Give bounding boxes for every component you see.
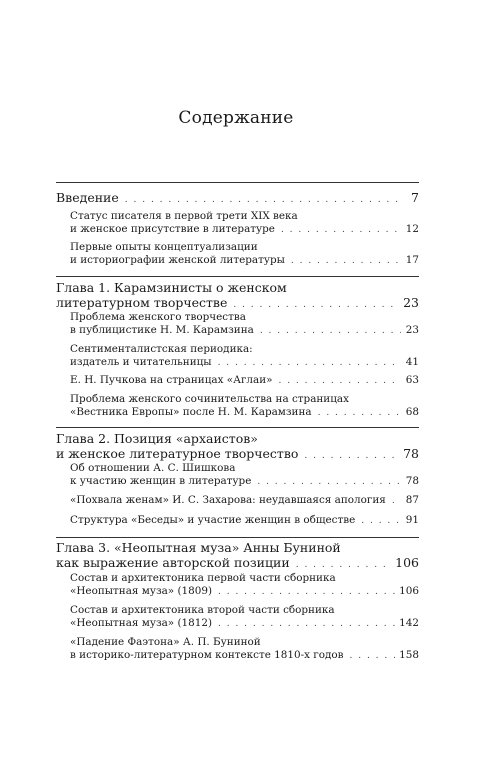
toc-page-number: 63 <box>405 374 419 386</box>
toc-entry-title: к участию женщин в литературе <box>70 475 252 487</box>
toc-page-number: 78 <box>405 475 419 487</box>
dot-leader <box>296 558 391 573</box>
toc-entry-title: Проблема женского творчества <box>70 311 246 323</box>
toc-entry-section <box>56 572 419 599</box>
toc-entry-title: Статус писателя в первой трети XIX века <box>70 210 298 222</box>
toc-entry-introduction <box>56 190 419 208</box>
toc-entry-title: как выражение авторской позиции <box>56 555 290 570</box>
toc-page-number: 68 <box>405 406 419 418</box>
divider <box>56 537 419 538</box>
toc-entry-title: Состав и архитектоника первой части сборника <box>70 572 336 584</box>
toc-entry-section <box>56 311 419 338</box>
dot-leader <box>392 495 401 508</box>
divider <box>56 427 419 428</box>
toc-entry-section <box>56 374 419 388</box>
toc-entry-title: Об отношении А. С. Шишкова <box>70 462 236 474</box>
toc-entry-title: «Неопытная муза» (1812) <box>70 617 213 629</box>
toc-entry-section <box>56 210 419 237</box>
toc-page-number: 106 <box>399 585 419 597</box>
dot-leader <box>257 476 401 489</box>
toc-entry-title: Глава 3. «Неопытная муза» Анны Буниной <box>56 540 341 555</box>
toc-entry-chapter-3 <box>56 540 419 573</box>
toc-page-number: 158 <box>399 649 419 661</box>
dot-leader <box>125 193 401 208</box>
dot-leader <box>361 515 401 528</box>
dot-leader <box>278 375 401 388</box>
toc-entry-title: и женское присутствие в литературе <box>70 223 275 235</box>
toc-entry-title: «Падение Фаэтона» А. П. Буниной <box>70 636 261 648</box>
toc-entry-title: Структура «Беседы» и участие женщин в обществе <box>70 514 356 526</box>
dot-leader <box>318 407 401 420</box>
toc-entry-chapter-1 <box>56 280 419 313</box>
toc-entry-title: Проблема женского сочинительства на страницах <box>70 393 349 405</box>
toc-entry-section <box>56 393 419 420</box>
toc-entry-section <box>56 636 419 663</box>
dot-leader <box>350 650 396 663</box>
toc-entry-section <box>56 604 419 631</box>
page-title: Содержание <box>178 108 294 128</box>
toc-page-number: 7 <box>411 190 419 205</box>
toc-page-number: 41 <box>405 356 419 368</box>
toc-entry-title: Глава 2. Позиция «архаистов» <box>56 431 258 446</box>
toc-entry-title: издатель и читательницы <box>70 356 212 368</box>
toc-page-number: 87 <box>405 494 419 506</box>
toc-page-number: 91 <box>405 514 419 526</box>
dot-leader <box>260 325 401 338</box>
dot-leader <box>218 357 401 370</box>
toc-page-number: 12 <box>405 223 419 235</box>
toc-entry-title: «Вестника Европы» после Н. М. Карамзина <box>70 406 312 418</box>
toc-entry-section <box>56 241 419 268</box>
toc-page-number: 17 <box>405 254 419 266</box>
toc-entry-title: литературном творчестве <box>56 295 228 310</box>
toc-entry-title: в публицистике Н. М. Карамзина <box>70 324 254 336</box>
toc-entry-title: «Неопытная муза» (1809) <box>70 585 213 597</box>
toc-entry-title: «Похвала женам» И. С. Захарова: неудавшаяся апология <box>70 494 386 506</box>
toc-entry-section <box>56 462 419 489</box>
toc-page-number: 23 <box>405 324 419 336</box>
toc-entry-title: Глава 1. Карамзинисты о женском <box>56 280 287 295</box>
toc-entry-title: и женское литературное творчество <box>56 446 299 461</box>
toc-entry-title: Первые опыты концептуализации <box>70 241 258 253</box>
toc-entry-title: Е. Н. Пучкова на страницах «Аглаи» <box>70 374 273 386</box>
toc-entry-section <box>56 514 419 528</box>
dot-leader <box>218 586 395 599</box>
divider <box>56 182 419 183</box>
toc-entry-section <box>56 494 419 508</box>
dot-leader <box>281 224 401 237</box>
toc-entry-title: в историко-литературном контексте 1810-х годов <box>70 649 344 661</box>
toc-entry-title: Состав и архитектоника второй части сборника <box>70 604 335 616</box>
dot-leader <box>218 618 395 631</box>
toc-entry-chapter-2 <box>56 431 419 464</box>
toc-entry-title: Сентименталистская периодика: <box>70 343 253 355</box>
dot-leader <box>291 255 401 268</box>
toc-entry-section <box>56 343 419 370</box>
toc-page-number: 106 <box>395 555 419 570</box>
toc-entry-title: и историографии женской литературы <box>70 254 285 266</box>
divider <box>56 276 419 277</box>
toc-page-number: 23 <box>403 295 419 310</box>
toc-page-number: 78 <box>403 446 419 461</box>
toc-page-number: 142 <box>399 617 419 629</box>
toc-entry-title: Введение <box>56 190 119 205</box>
